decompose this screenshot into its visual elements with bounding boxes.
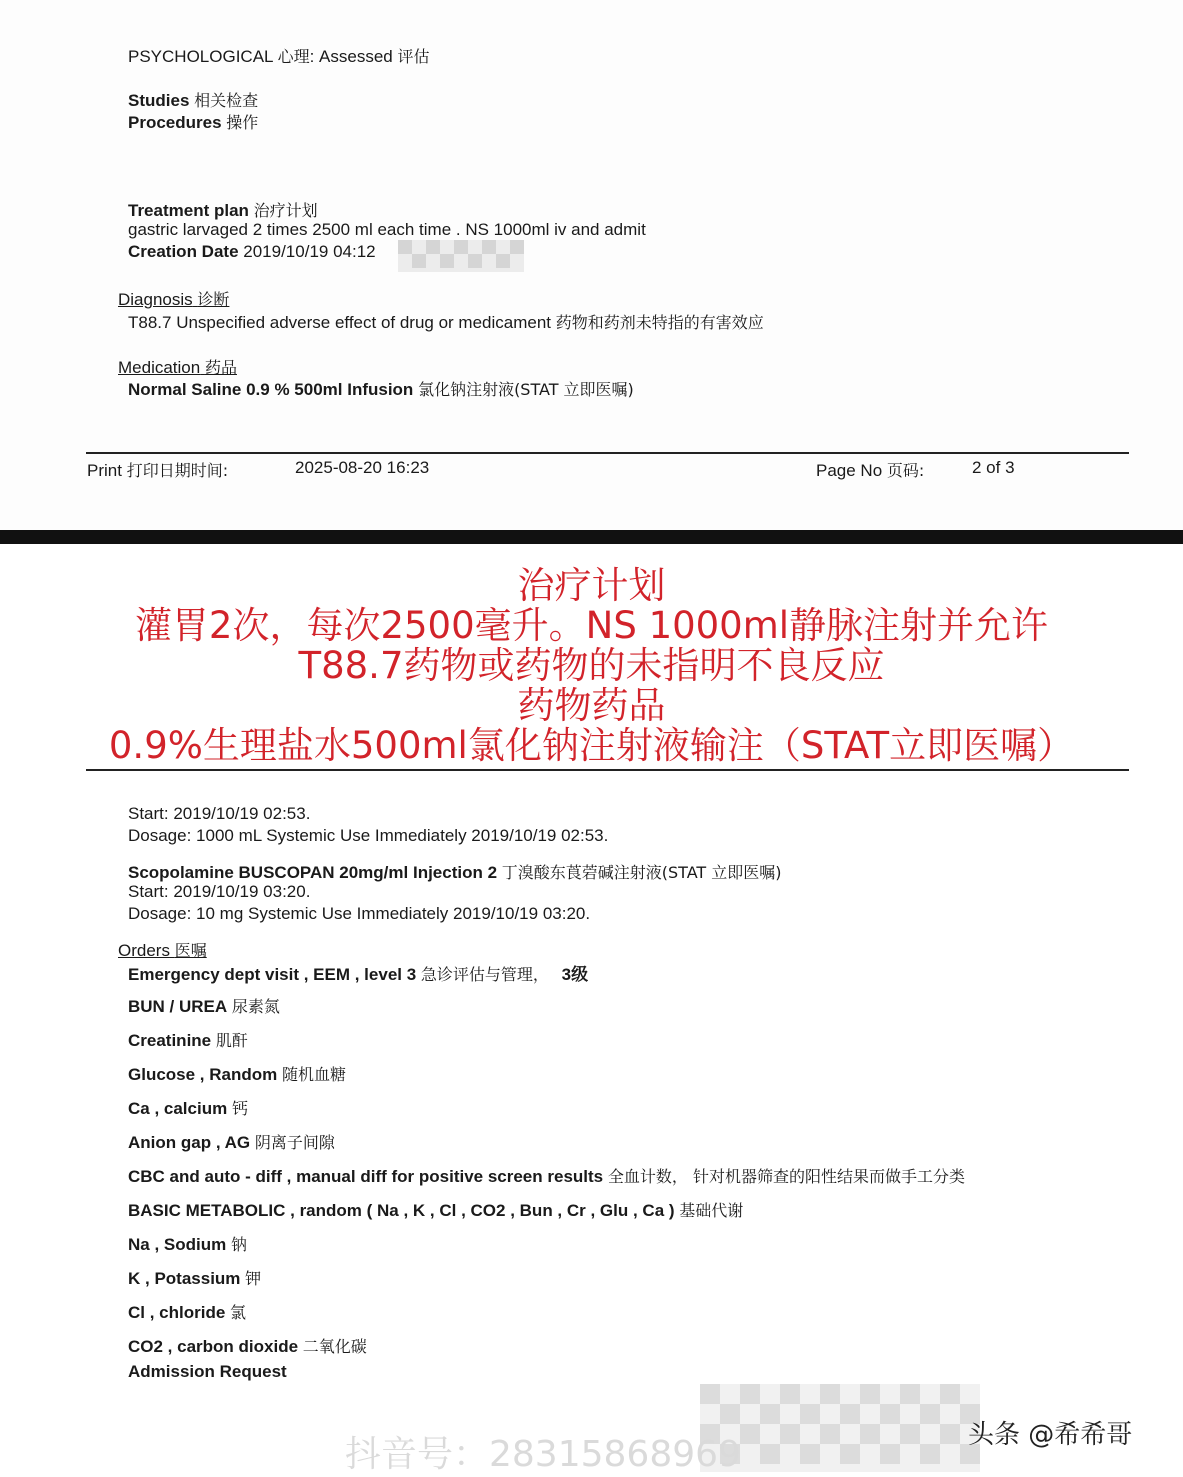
order-item: K , Potassium 钾 [128, 1269, 262, 1288]
overlay-line-4: 药物药品 [517, 684, 666, 727]
print-date-value: 2025-08-20 16:23 [295, 458, 430, 477]
orders-heading: Orders 医嘱 [118, 941, 207, 960]
report-page-3 [0, 544, 1183, 1475]
order-item: Na , Sodium 钠 [128, 1235, 247, 1254]
order-item: BASIC METABOLIC , random ( Na , K , Cl , CO2 , Bun , Cr , Glu , Ca ) 基础代谢 [128, 1201, 744, 1220]
douyin-watermark: 抖音号：28315868969 [345, 1434, 741, 1475]
diagnosis-heading: Diagnosis 诊断 [118, 290, 230, 309]
order-item: CO2 , carbon dioxide 二氧化碳 [128, 1337, 367, 1356]
page-number-label: Page No 页码: [816, 461, 925, 480]
treatment-plan-text: gastric larvaged 2 times 2500 ml each time . NS 1000ml iv and admit [128, 220, 646, 239]
page-separator [0, 530, 1183, 544]
header-divider [86, 769, 1129, 771]
start-line-2: Start: 2019/10/19 03:20. [128, 882, 311, 901]
report-page-2 [0, 0, 1183, 530]
diagnosis-text: T88.7 Unspecified adverse effect of drug or medicament 药物和药剂未特指的有害效应 [128, 313, 764, 332]
start-line-1: Start: 2019/10/19 02:53. [128, 804, 311, 823]
order-item: Ca , calcium 钙 [128, 1099, 248, 1118]
dosage-line-1: Dosage: 1000 mL Systemic Use Immediately 2019/10/19 02:53. [128, 826, 609, 845]
order-item: Glucose , Random 随机血糖 [128, 1065, 346, 1084]
toutiao-logo-text: 头条 @希希哥 [968, 1420, 1133, 1450]
procedures-line: Procedures 操作 [128, 113, 259, 132]
redaction-mosaic [398, 240, 524, 272]
treatment-plan-heading: Treatment plan 治疗计划 [128, 201, 318, 220]
order-item: BUN / UREA 尿素氮 [128, 997, 280, 1016]
overlay-line-3: T88.7药物或药物的未指明不良反应 [298, 644, 885, 687]
print-date-label: Print 打印日期时间: [87, 461, 229, 480]
studies-line: Studies 相关检查 [128, 91, 259, 110]
overlay-line-5: 0.9%生理盐水500ml氯化钠注射液输注（STAT立即医嘱） [108, 724, 1075, 767]
order-item: CBC and auto - diff , manual diff for positive screen results 全血计数， 针对机器筛查的阳性结果而做手工分类 [128, 1167, 965, 1186]
overlay-line-2: 灌胃2次，每次2500毫升。NS 1000ml静脉注射并允许 [134, 604, 1049, 647]
medication-line: Normal Saline 0.9 % 500ml Infusion 氯化钠注射液(STAT 立即医嘱) [128, 380, 634, 399]
page-number-value: 2 of 3 [972, 458, 1015, 477]
dosage-line-2: Dosage: 10 mg Systemic Use Immediately 2019/10/19 03:20. [128, 904, 591, 923]
footer-divider [86, 452, 1129, 454]
overlay-line-1: 治疗计划 [517, 564, 666, 607]
order-item: Emergency dept visit , EEM , level 3 急诊评估与管理， 3级 [128, 965, 589, 984]
medication-2-line: Scopolamine BUSCOPAN 20mg/ml Injection 2 丁溴酸东莨菪碱注射液(STAT 立即医嘱) [128, 863, 782, 882]
order-item: Anion gap , AG 阴离子间隙 [128, 1133, 335, 1152]
order-item: Cl , chloride 氯 [128, 1303, 247, 1322]
medication-heading: Medication 药品 [118, 358, 237, 377]
watermark-mosaic [700, 1384, 980, 1472]
order-item: Creatinine 肌酐 [128, 1031, 248, 1050]
psychological-line: PSYCHOLOGICAL 心理: Assessed 评估 [128, 47, 430, 66]
creation-date-line: Creation Date 2019/10/19 04:12 [128, 242, 376, 261]
order-item: Admission Request [128, 1362, 287, 1381]
